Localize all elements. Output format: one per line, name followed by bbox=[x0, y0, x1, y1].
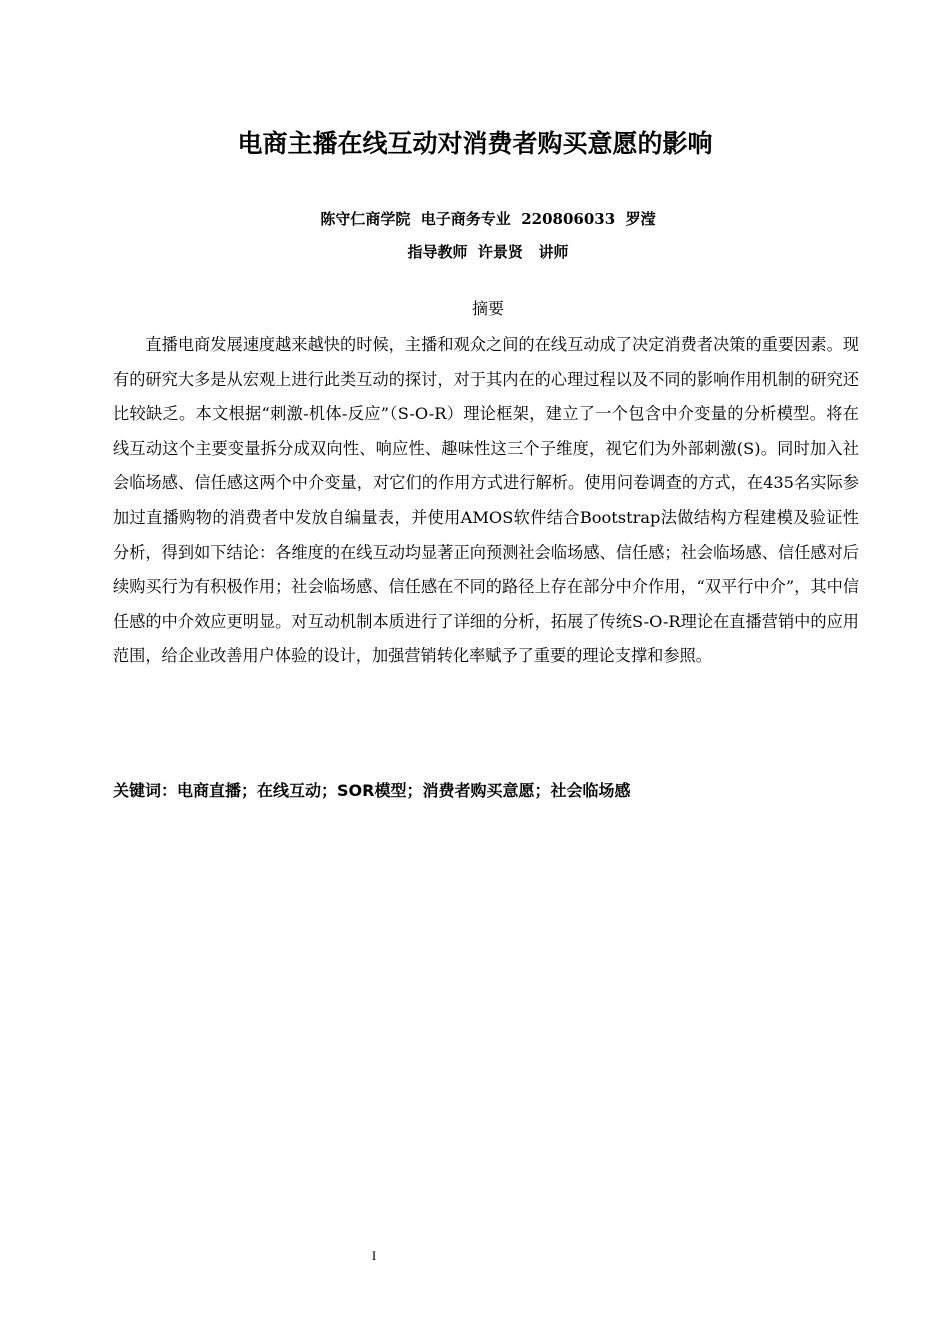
abstract-heading: 摘要 bbox=[471, 299, 504, 318]
abstract-body: 直播电商发展速度越来越快的时候，主播和观众之间的在线互动成了决定消费者决策的重要因素。现有的研究大多是从宏观上进行此类互动的探讨，对于其内在的心理过程以及不同的影响作用机制的研究还比较缺乏。本文根据“刺激-机体-反应”（S-O-R）理论框架，建立了一个包含中介变量的分析模型。将在线互动这个主要变量拆分成双向性、响应性、趣味性这三个子维度，视它们为外部刺激(S)。同时加入社会临场感、信任感这两个中介变量，对它们的作用方式进行解析。使用问卷调查的方式，在435名实际参加过直播购物的消费者中发放自编量表，并使用AMOS软件结合Bootstrap法做结构方程建模及验证性分析，得到如下结论：各维度的在线互动均显著正向预测社会临场感、信任感；社会临场感、信任感对后续购买行为有积极作用；社会临场感、信任感在不同的路径上存在部分中介作用，“双平行中介”，其中信任感的中介效应更明显。对互动机制本质进行了详细的分析，拓展了传统S-O-R理论在直播营销中的应用范围，给企业改善用户体验的设计，加强营销转化率赋予了重要的理论支撑和参照。 bbox=[113, 335, 859, 666]
keywords-line: 关键词：电商直播；在线互动；SOR模型；消费者购买意愿；社会临场感 bbox=[113, 781, 631, 800]
author-info: 陈守仁商学院 电子商务专业 220806033 罗滢 bbox=[320, 210, 656, 228]
paper-title: 电商主播在线互动对消费者购买意愿的影响 bbox=[237, 129, 713, 158]
advisor-info: 指导教师 许景贤 讲师 bbox=[407, 243, 569, 261]
page-number: I bbox=[371, 1248, 377, 1263]
